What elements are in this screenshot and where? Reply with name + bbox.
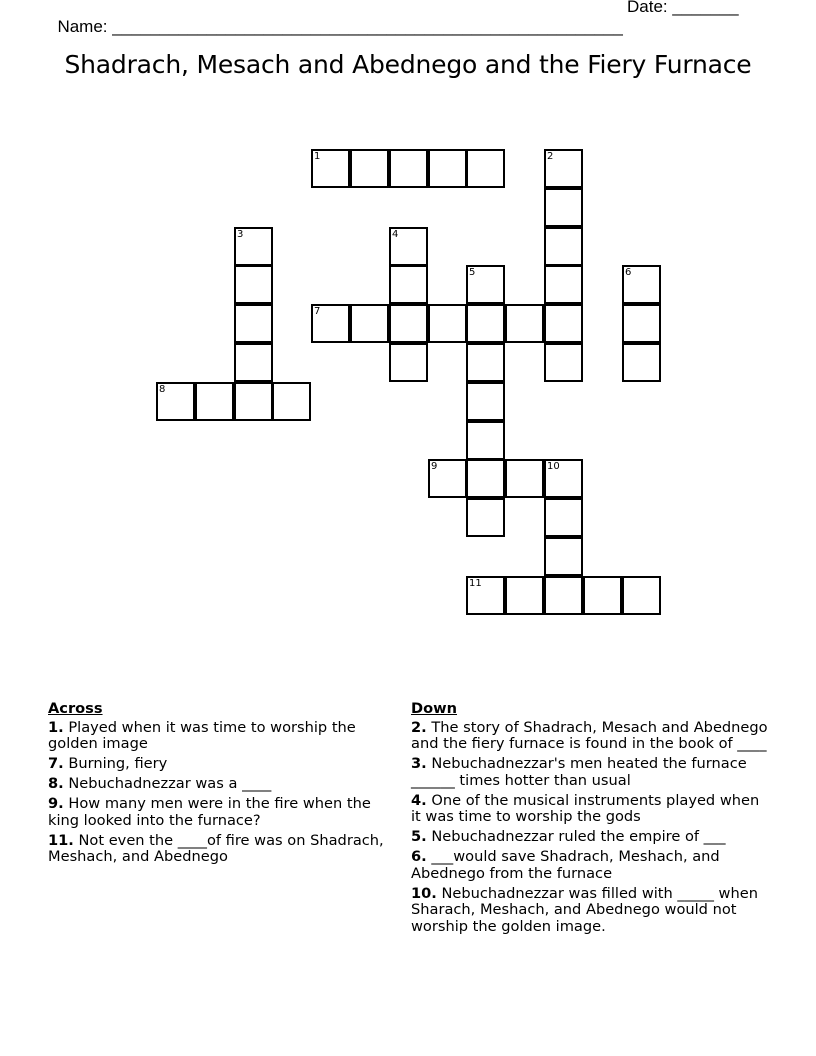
grid-cell[interactable] [466,149,505,188]
grid-cell[interactable] [544,188,583,227]
clue-number: 4 [392,229,399,240]
clue-number: 3 [237,229,244,240]
grid-cell[interactable] [544,227,583,266]
grid-cell[interactable] [544,265,583,304]
grid-cell[interactable] [234,265,273,304]
across-heading: Across [48,700,103,717]
grid-cell[interactable] [350,149,389,188]
clue-number: 10 [547,461,560,472]
clue-number: 7 [314,306,321,317]
grid-cell[interactable] [234,382,273,421]
down-clue-2: 2. The story of Shadrach, Mesach and Abednego and the fiery furnace is found in the book of ____ [411,718,768,752]
grid-cell[interactable] [466,304,505,343]
across-clue-1: 1. Played when it was time to worship the golden image [48,718,356,752]
down-clue-6: 6. ___would save Shadrach, Meshach, and Abednego from the furnace [411,848,720,882]
grid-cell[interactable] [428,304,467,343]
grid-cell[interactable] [544,498,583,537]
clue-number: 5 [469,267,476,278]
across-clue-9: 9. How many men were in the fire when the king looked into the furnace? [48,795,371,829]
page-title: Shadrach, Mesach and Abednego and the Fiery Furnace [64,50,752,79]
grid-cell[interactable] [350,304,389,343]
grid-cell[interactable] [428,459,467,498]
clue-number: 9 [431,461,438,472]
grid-cell[interactable] [428,149,467,188]
grid-cell[interactable] [311,149,350,188]
grid-cell[interactable] [389,265,428,304]
clue-number: 8 [159,384,166,395]
grid-cell[interactable] [622,576,661,615]
down-heading: Down [411,700,458,717]
grid-cell[interactable] [389,149,428,188]
grid-cell[interactable] [272,382,311,421]
grid-cell[interactable] [622,265,661,304]
grid-cell[interactable] [544,459,583,498]
clue-number: 2 [547,151,554,162]
across-clue-7: 7. Burning, fiery [48,755,168,772]
grid-cell[interactable] [544,537,583,576]
down-clue-10: 10. Nebuchadnezzar was filled with _____ when Sharach, Meshach, and Abednego would not worship the golden image. [411,884,758,935]
grid-cell[interactable] [544,304,583,343]
grid-cell[interactable] [544,576,583,615]
grid-cell[interactable] [234,304,273,343]
grid-cell[interactable] [505,459,544,498]
name-field[interactable]: Name: ______________________________________________________ [57,17,623,36]
clue-number: 6 [625,267,632,278]
grid-cell[interactable] [544,343,583,382]
grid-cell[interactable] [622,343,661,382]
grid-cell[interactable] [544,149,583,188]
grid-cell[interactable] [505,304,544,343]
grid-cell[interactable] [466,421,505,460]
grid-cell[interactable] [622,304,661,343]
down-clue-5: 5. Nebuchadnezzar ruled the empire of ___ [411,828,726,845]
grid-cell[interactable] [195,382,234,421]
down-clue-3: 3. Nebuchadnezzar's men heated the furnace ______ times hotter than usual [411,755,747,789]
grid-cell[interactable] [389,343,428,382]
down-clue-4: 4. One of the musical instruments played when it was time to worship the gods [411,791,760,825]
clue-number: 1 [314,151,321,162]
clue-number: 11 [469,578,482,589]
across-clues [48,701,400,869]
grid-cell[interactable] [466,498,505,537]
grid-cell[interactable] [466,343,505,382]
grid-cell[interactable] [466,459,505,498]
grid-cell[interactable] [505,576,544,615]
grid-cell[interactable] [234,227,273,266]
name-date-header [48,0,748,36]
grid-cell[interactable] [389,304,428,343]
grid-cell[interactable] [156,382,195,421]
across-clue-8: 8. Nebuchadnezzar was a ____ [48,775,272,792]
grid-cell[interactable] [466,576,505,615]
date-field[interactable]: Date: _______ [627,0,739,16]
grid-cell[interactable] [466,382,505,421]
grid-cell[interactable] [311,304,350,343]
grid-cell[interactable] [466,265,505,304]
grid-cell[interactable] [234,343,273,382]
across-clue-11: 11. Not even the ____of fire was on Shadrach, Meshach, and Abednego [48,831,384,865]
grid-cell[interactable] [389,227,428,266]
grid-cell[interactable] [583,576,622,615]
down-clues [411,701,771,939]
